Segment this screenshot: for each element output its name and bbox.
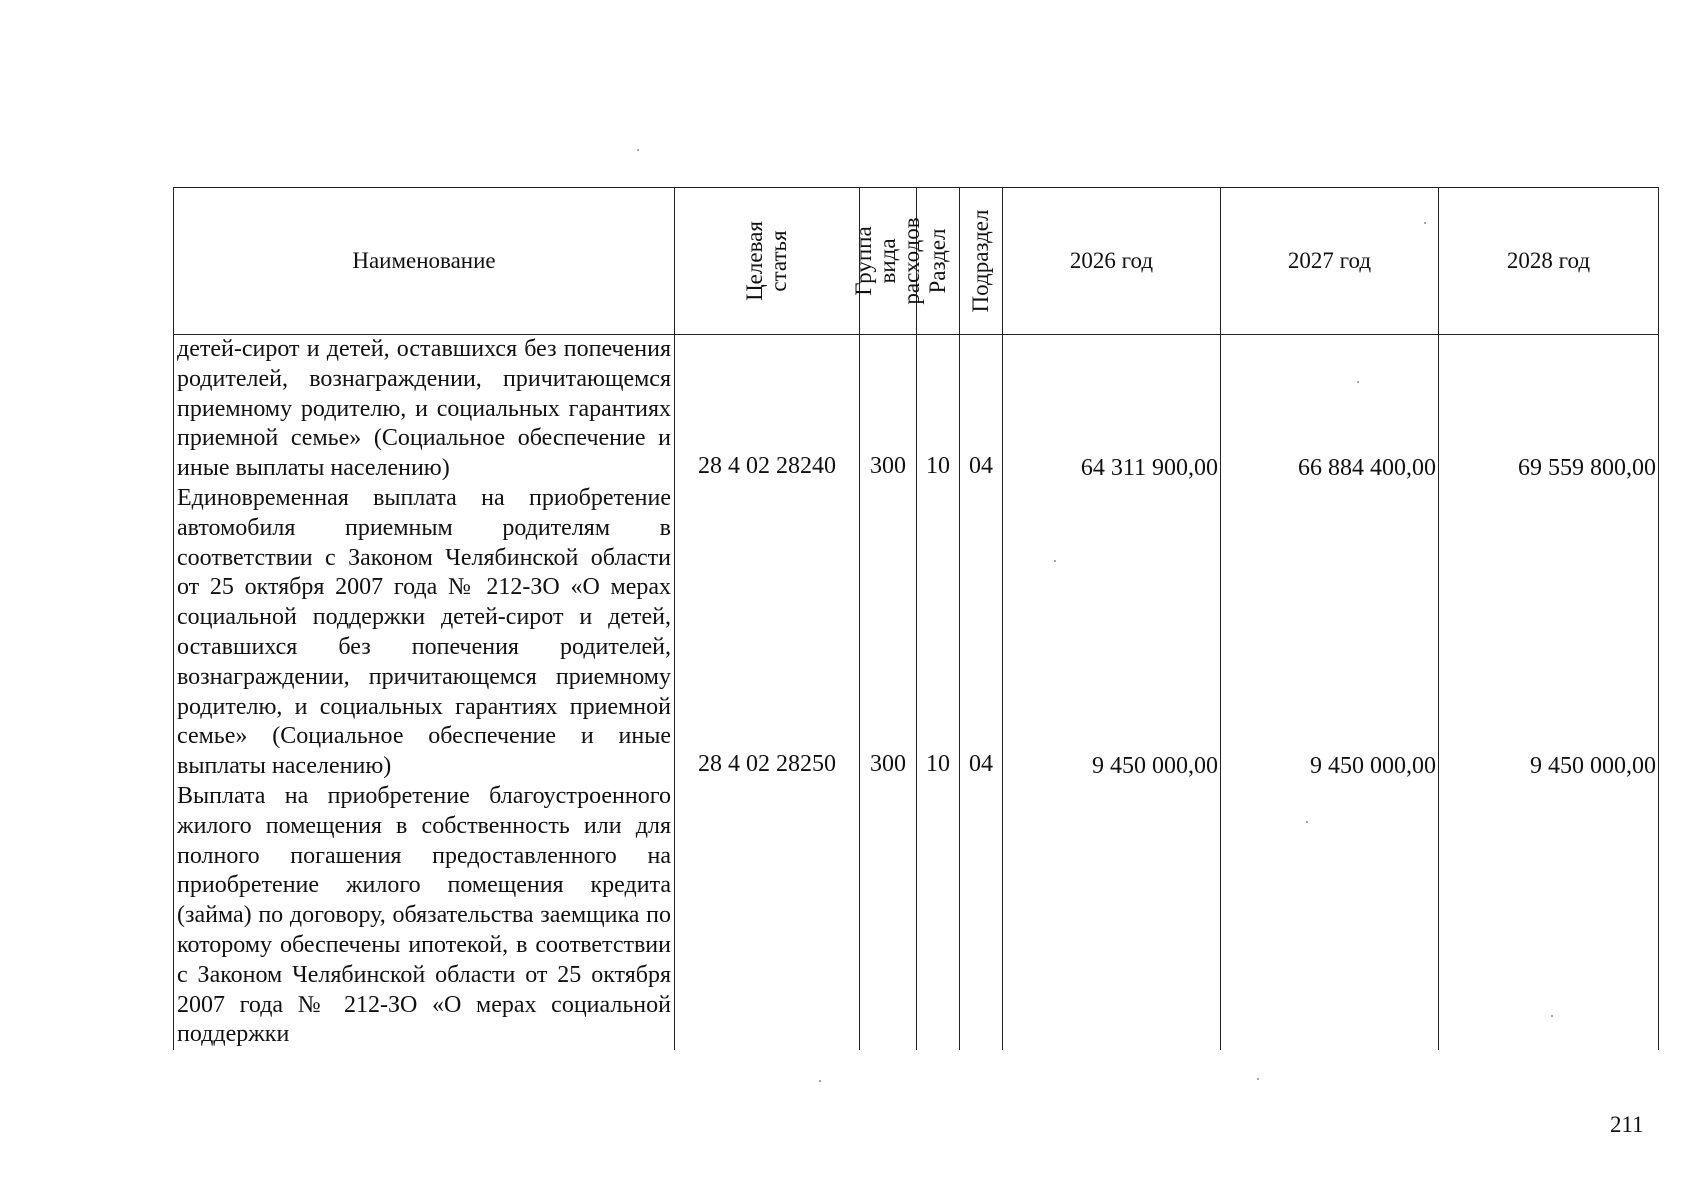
- row-year-2026: [1003, 782, 1221, 1050]
- header-section-text: Раздел: [924, 228, 950, 294]
- row-target-article: 28 4 02 28250: [675, 484, 860, 782]
- table-row: [174, 335, 1659, 484]
- header-subsection-text: Подраздел: [967, 209, 993, 313]
- header-expense-group-text: Группа вида расходов: [850, 217, 925, 305]
- page-number: 211: [1610, 1112, 1644, 1137]
- row-year-2028: 69 559 800,00: [1439, 335, 1659, 484]
- scan-speck: [819, 1080, 821, 1082]
- row-year-2028: 9 450 000,00: [1439, 484, 1659, 782]
- row-year-2026: 64 311 900,00: [1003, 335, 1221, 484]
- row-name-cell: [174, 484, 675, 782]
- row-year-2027: [1221, 782, 1439, 1050]
- row-target-article: [675, 782, 860, 1050]
- row-year-2027: 9 450 000,00: [1221, 484, 1439, 782]
- header-section: [917, 188, 960, 335]
- header-subsection: [960, 188, 1003, 335]
- row-year-2027: 66 884 400,00: [1221, 335, 1439, 484]
- header-target-article-text: Целевая статья: [741, 221, 791, 301]
- header-target-article: [675, 188, 860, 335]
- row-name: Выплата на приобретение благоустроенного жилого помещения в собственность или для полного погашения предоставленного на приобретение жилого помещения кредита (займа) по договору, обязательства заемщика по которому обеспечены ипотекой, в соответствии с Законом Челябинской области от 25 октября 2007 года № 212-ЗО «О мерах социальной поддержки: [177, 782, 671, 1048]
- header-year-2026: 2026 год: [1003, 188, 1221, 335]
- table-row: [174, 782, 1659, 1050]
- row-expense-group: 300: [860, 335, 917, 484]
- scan-speck: [1054, 560, 1056, 562]
- header-year-2027: 2027 год: [1221, 188, 1439, 335]
- row-year-2026: 9 450 000,00: [1003, 484, 1221, 782]
- scan-speck: [1357, 381, 1359, 383]
- scan-speck: [1257, 1078, 1259, 1080]
- row-subsection: [960, 782, 1003, 1050]
- budget-table: [173, 187, 1659, 1050]
- row-name-cell: [174, 782, 675, 1050]
- scan-speck: [637, 149, 639, 151]
- row-section: 10: [917, 335, 960, 484]
- row-subsection: 04: [960, 484, 1003, 782]
- row-name: Единовременная выплата на приобретение автомобиля приемным родителям в соответствии с Законом Челябинской области от 25 октября 2007 года № 212-ЗО «О мерах социальной поддержки детей-сирот и детей, оставшихся без попечения родителей, вознаграждении, причитающемся приемному родителю, и социальных гарантиях приемной семье» (Социальное обеспечение и иные выплаты населению): [177, 484, 671, 780]
- row-year-2028: [1439, 782, 1659, 1050]
- row-expense-group: 300: [860, 484, 917, 782]
- scan-speck: [1424, 222, 1426, 224]
- row-target-article: 28 4 02 28240: [675, 335, 860, 484]
- row-expense-group: [860, 782, 917, 1050]
- row-name: детей-сирот и детей, оставшихся без попечения родителей, вознаграждении, причитающемся приемному родителю, и социальных гарантиях приемной семье» (Социальное обеспечение и иные выплаты населению): [177, 336, 671, 482]
- scan-speck: [1551, 1015, 1553, 1017]
- header-expense-group: [850, 188, 925, 335]
- row-name-cell: [174, 335, 675, 484]
- row-section: [917, 782, 960, 1050]
- row-subsection: 04: [960, 335, 1003, 484]
- table-row: [174, 484, 1659, 782]
- header-name: Наименование: [174, 188, 675, 335]
- header-year-2028: 2028 год: [1439, 188, 1659, 335]
- scan-speck: [1306, 821, 1308, 823]
- table-header-row: [174, 188, 1659, 335]
- row-section: 10: [917, 484, 960, 782]
